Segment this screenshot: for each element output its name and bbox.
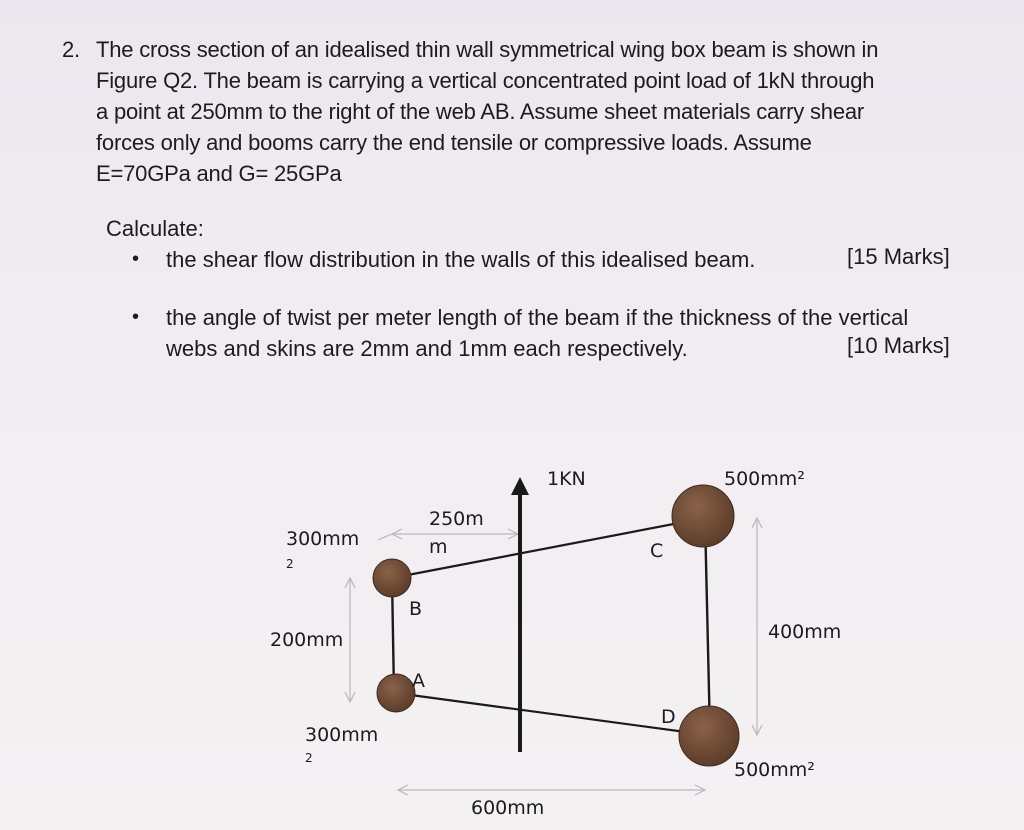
bullet-2: • <box>132 306 140 328</box>
left-height-label: 200mm <box>270 629 344 651</box>
point-C-label: C <box>650 540 664 562</box>
top-left-boom-area: 300mm <box>286 528 360 550</box>
task-1-marks: [15 Marks] <box>847 244 950 269</box>
boom-C <box>672 485 734 547</box>
question-line-1: 2. The cross section of an idealised thin wall symmetrical wing box beam is shown in <box>62 34 962 65</box>
top-right-boom-area: 500mm² <box>724 468 805 490</box>
question-line-3: a point at 250mm to the right of the web AB. Assume sheet materials carry shear <box>96 99 865 124</box>
task-2-text-line-2: webs and skins are 2mm and 1mm each respectively. <box>166 336 688 361</box>
load-arrow-icon <box>511 477 529 495</box>
point-B-label: B <box>409 598 423 620</box>
right-height-label: 400mm <box>768 621 842 643</box>
top-left-boom-area-sub: 2 <box>286 557 294 571</box>
task-1-text: the shear flow distribution in the walls of this idealised beam. <box>166 247 756 272</box>
question-line-4: forces only and booms carry the end tensile or compressive loads. Assume <box>96 130 812 155</box>
task-2-marks: [10 Marks] <box>847 333 950 358</box>
offset-label-line-2: m <box>429 536 448 558</box>
web-CD <box>705 518 710 735</box>
width-label: 600mm <box>471 797 545 819</box>
bottom-left-boom-area: 300mm <box>305 724 379 746</box>
bottom-right-boom-area: 500mm² <box>734 759 815 781</box>
question-number: 2. <box>62 37 80 62</box>
boom-B <box>373 559 411 597</box>
boom-A <box>377 674 415 712</box>
task-2-text-line-1: the angle of twist per meter length of the beam if the thickness of the vertical <box>166 305 909 330</box>
point-A-label: A <box>412 670 425 692</box>
calculate-label: Calculate: <box>106 216 204 241</box>
load-label: 1KN <box>547 468 586 490</box>
question-line-2: Figure Q2. The beam is carrying a vertical concentrated point load of 1kN through <box>96 68 875 93</box>
boom-D <box>679 706 739 766</box>
bullet-1: • <box>132 248 140 270</box>
point-D-label: D <box>661 706 676 728</box>
bottom-left-boom-area-sub: 2 <box>305 751 313 765</box>
question-line-5: E=70GPa and G= 25GPa <box>96 161 342 186</box>
offset-label-line-1: 250m <box>429 508 484 530</box>
